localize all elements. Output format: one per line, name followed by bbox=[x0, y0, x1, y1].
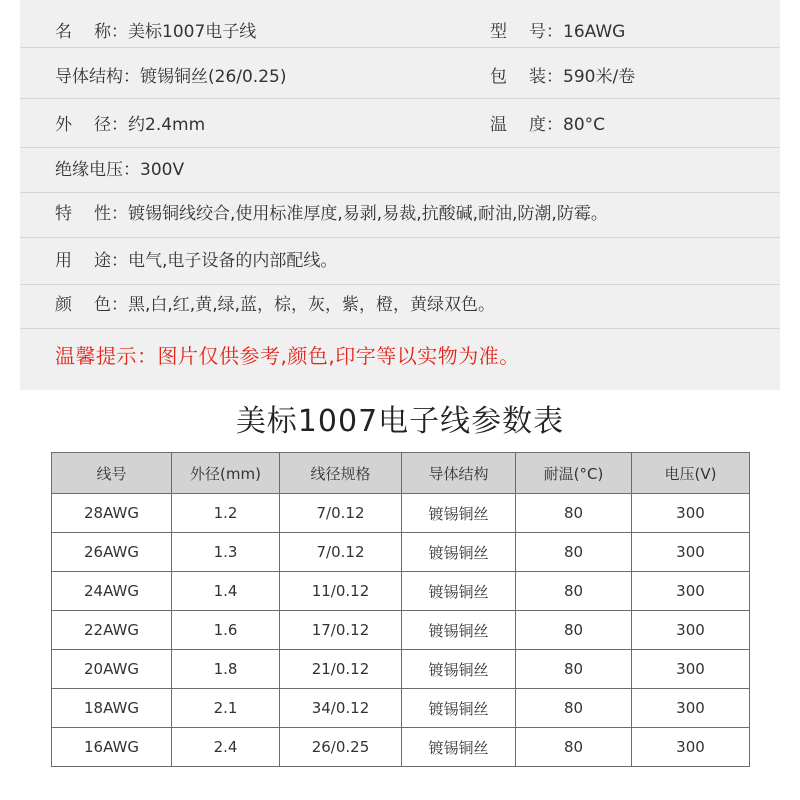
cell-outer-diameter: 1.3 bbox=[172, 533, 280, 572]
cell-conductor: 镀锡铜丝 bbox=[402, 533, 516, 572]
spec-usage-label: 用 途 bbox=[55, 251, 111, 271]
cell-gauge: 22AWG bbox=[52, 611, 172, 650]
cell-strand-spec: 26/0.25 bbox=[280, 728, 402, 767]
spec-package bbox=[490, 66, 635, 88]
spec-voltage bbox=[55, 159, 184, 181]
spec-model-label: 型 号 bbox=[490, 22, 546, 42]
cell-conductor: 镀锡铜丝 bbox=[402, 689, 516, 728]
cell-strand-spec: 7/0.12 bbox=[280, 533, 402, 572]
cell-gauge: 20AWG bbox=[52, 650, 172, 689]
cell-conductor: 镀锡铜丝 bbox=[402, 572, 516, 611]
cell-gauge: 18AWG bbox=[52, 689, 172, 728]
cell-voltage: 300 bbox=[632, 650, 750, 689]
table-row bbox=[52, 689, 750, 728]
cell-voltage: 300 bbox=[632, 728, 750, 767]
table-row bbox=[52, 494, 750, 533]
spec-row-conductor bbox=[20, 66, 780, 99]
cell-outer-diameter: 2.1 bbox=[172, 689, 280, 728]
cell-conductor: 镀锡铜丝 bbox=[402, 650, 516, 689]
cell-temp-rating: 80 bbox=[516, 650, 632, 689]
spec-voltage-label: 绝缘电压 bbox=[55, 160, 123, 180]
spec-temperature-value: ：80°C bbox=[546, 115, 606, 135]
spec-package-label: 包 装 bbox=[490, 67, 546, 87]
spec-model bbox=[490, 21, 625, 43]
cell-outer-diameter: 1.6 bbox=[172, 611, 280, 650]
spec-voltage-value: ：300V bbox=[123, 160, 185, 180]
cell-outer-diameter: 2.4 bbox=[172, 728, 280, 767]
spec-temperature-label: 温 度 bbox=[490, 115, 546, 135]
cell-temp-rating: 80 bbox=[516, 689, 632, 728]
cell-conductor: 镀锡铜丝 bbox=[402, 494, 516, 533]
cell-strand-spec: 17/0.12 bbox=[280, 611, 402, 650]
spec-name-label: 名 称 bbox=[55, 22, 111, 42]
table-row bbox=[52, 572, 750, 611]
table-row bbox=[52, 611, 750, 650]
spec-conductor-value: ：镀锡铜丝(26/0.25) bbox=[123, 67, 287, 87]
spec-diameter-label: 外 径 bbox=[55, 115, 111, 135]
warning-note: 温馨提示：图片仅供参考,颜色,印字等以实物为准。 bbox=[55, 344, 520, 368]
cell-conductor: 镀锡铜丝 bbox=[402, 728, 516, 767]
spec-diameter bbox=[55, 114, 205, 136]
spec-row-voltage bbox=[20, 159, 780, 193]
cell-voltage: 300 bbox=[632, 689, 750, 728]
spec-row-usage bbox=[20, 250, 780, 285]
spec-usage-value: ：电气,电子设备的内部配线。 bbox=[111, 251, 338, 271]
spec-temperature bbox=[490, 114, 605, 136]
cell-voltage: 300 bbox=[632, 572, 750, 611]
cell-strand-spec: 34/0.12 bbox=[280, 689, 402, 728]
header-temp-rating: 耐温(°C) bbox=[516, 453, 632, 494]
header-strand-spec: 线径规格 bbox=[280, 453, 402, 494]
spec-usage bbox=[55, 250, 337, 272]
cell-conductor: 镀锡铜丝 bbox=[402, 611, 516, 650]
cell-gauge: 24AWG bbox=[52, 572, 172, 611]
spec-features-label: 特 性 bbox=[55, 204, 111, 224]
cell-strand-spec: 7/0.12 bbox=[280, 494, 402, 533]
spec-name bbox=[55, 21, 256, 43]
cell-temp-rating: 80 bbox=[516, 533, 632, 572]
cell-voltage: 300 bbox=[632, 611, 750, 650]
spec-package-value: ：590米/卷 bbox=[546, 67, 636, 87]
cell-voltage: 300 bbox=[632, 494, 750, 533]
spec-row-name bbox=[20, 21, 780, 48]
spec-panel bbox=[20, 0, 780, 390]
spec-row-colors bbox=[20, 294, 780, 329]
header-voltage: 电压(V) bbox=[632, 453, 750, 494]
cell-temp-rating: 80 bbox=[516, 494, 632, 533]
spec-conductor-label: 导体结构 bbox=[55, 67, 123, 87]
spec-diameter-value: ：约2.4mm bbox=[111, 115, 206, 135]
table-row bbox=[52, 533, 750, 572]
spec-model-value: ：16AWG bbox=[546, 22, 626, 42]
table-title: 美标1007电子线参数表 bbox=[235, 404, 565, 439]
header-gauge: 线号 bbox=[52, 453, 172, 494]
cell-outer-diameter: 1.2 bbox=[172, 494, 280, 533]
spec-colors-label: 颜 色 bbox=[55, 295, 111, 315]
cell-strand-spec: 21/0.12 bbox=[280, 650, 402, 689]
spec-row-features bbox=[20, 203, 780, 238]
spec-features-value: ：镀锡铜线绞合,使用标准厚度,易剥,易裁,抗酸碱,耐油,防潮,防霉。 bbox=[111, 204, 608, 224]
table-header-row bbox=[52, 453, 750, 494]
cell-temp-rating: 80 bbox=[516, 572, 632, 611]
spec-conductor bbox=[55, 66, 286, 88]
spec-features bbox=[55, 203, 608, 225]
cell-outer-diameter: 1.8 bbox=[172, 650, 280, 689]
params-table bbox=[51, 452, 750, 767]
cell-temp-rating: 80 bbox=[516, 728, 632, 767]
cell-voltage: 300 bbox=[632, 533, 750, 572]
cell-outer-diameter: 1.4 bbox=[172, 572, 280, 611]
cell-gauge: 26AWG bbox=[52, 533, 172, 572]
cell-temp-rating: 80 bbox=[516, 611, 632, 650]
cell-gauge: 16AWG bbox=[52, 728, 172, 767]
spec-colors-value: ：黑,白,红,黄,绿,蓝，棕，灰，紫，橙，黄绿双色。 bbox=[111, 295, 496, 315]
header-outer-diameter: 外径(mm) bbox=[172, 453, 280, 494]
table-row bbox=[52, 650, 750, 689]
table-row bbox=[52, 728, 750, 767]
spec-name-value: ：美标1007电子线 bbox=[111, 22, 257, 42]
cell-gauge: 28AWG bbox=[52, 494, 172, 533]
spec-colors bbox=[55, 294, 495, 316]
spec-row-diameter bbox=[20, 114, 780, 148]
header-conductor: 导体结构 bbox=[402, 453, 516, 494]
cell-strand-spec: 11/0.12 bbox=[280, 572, 402, 611]
